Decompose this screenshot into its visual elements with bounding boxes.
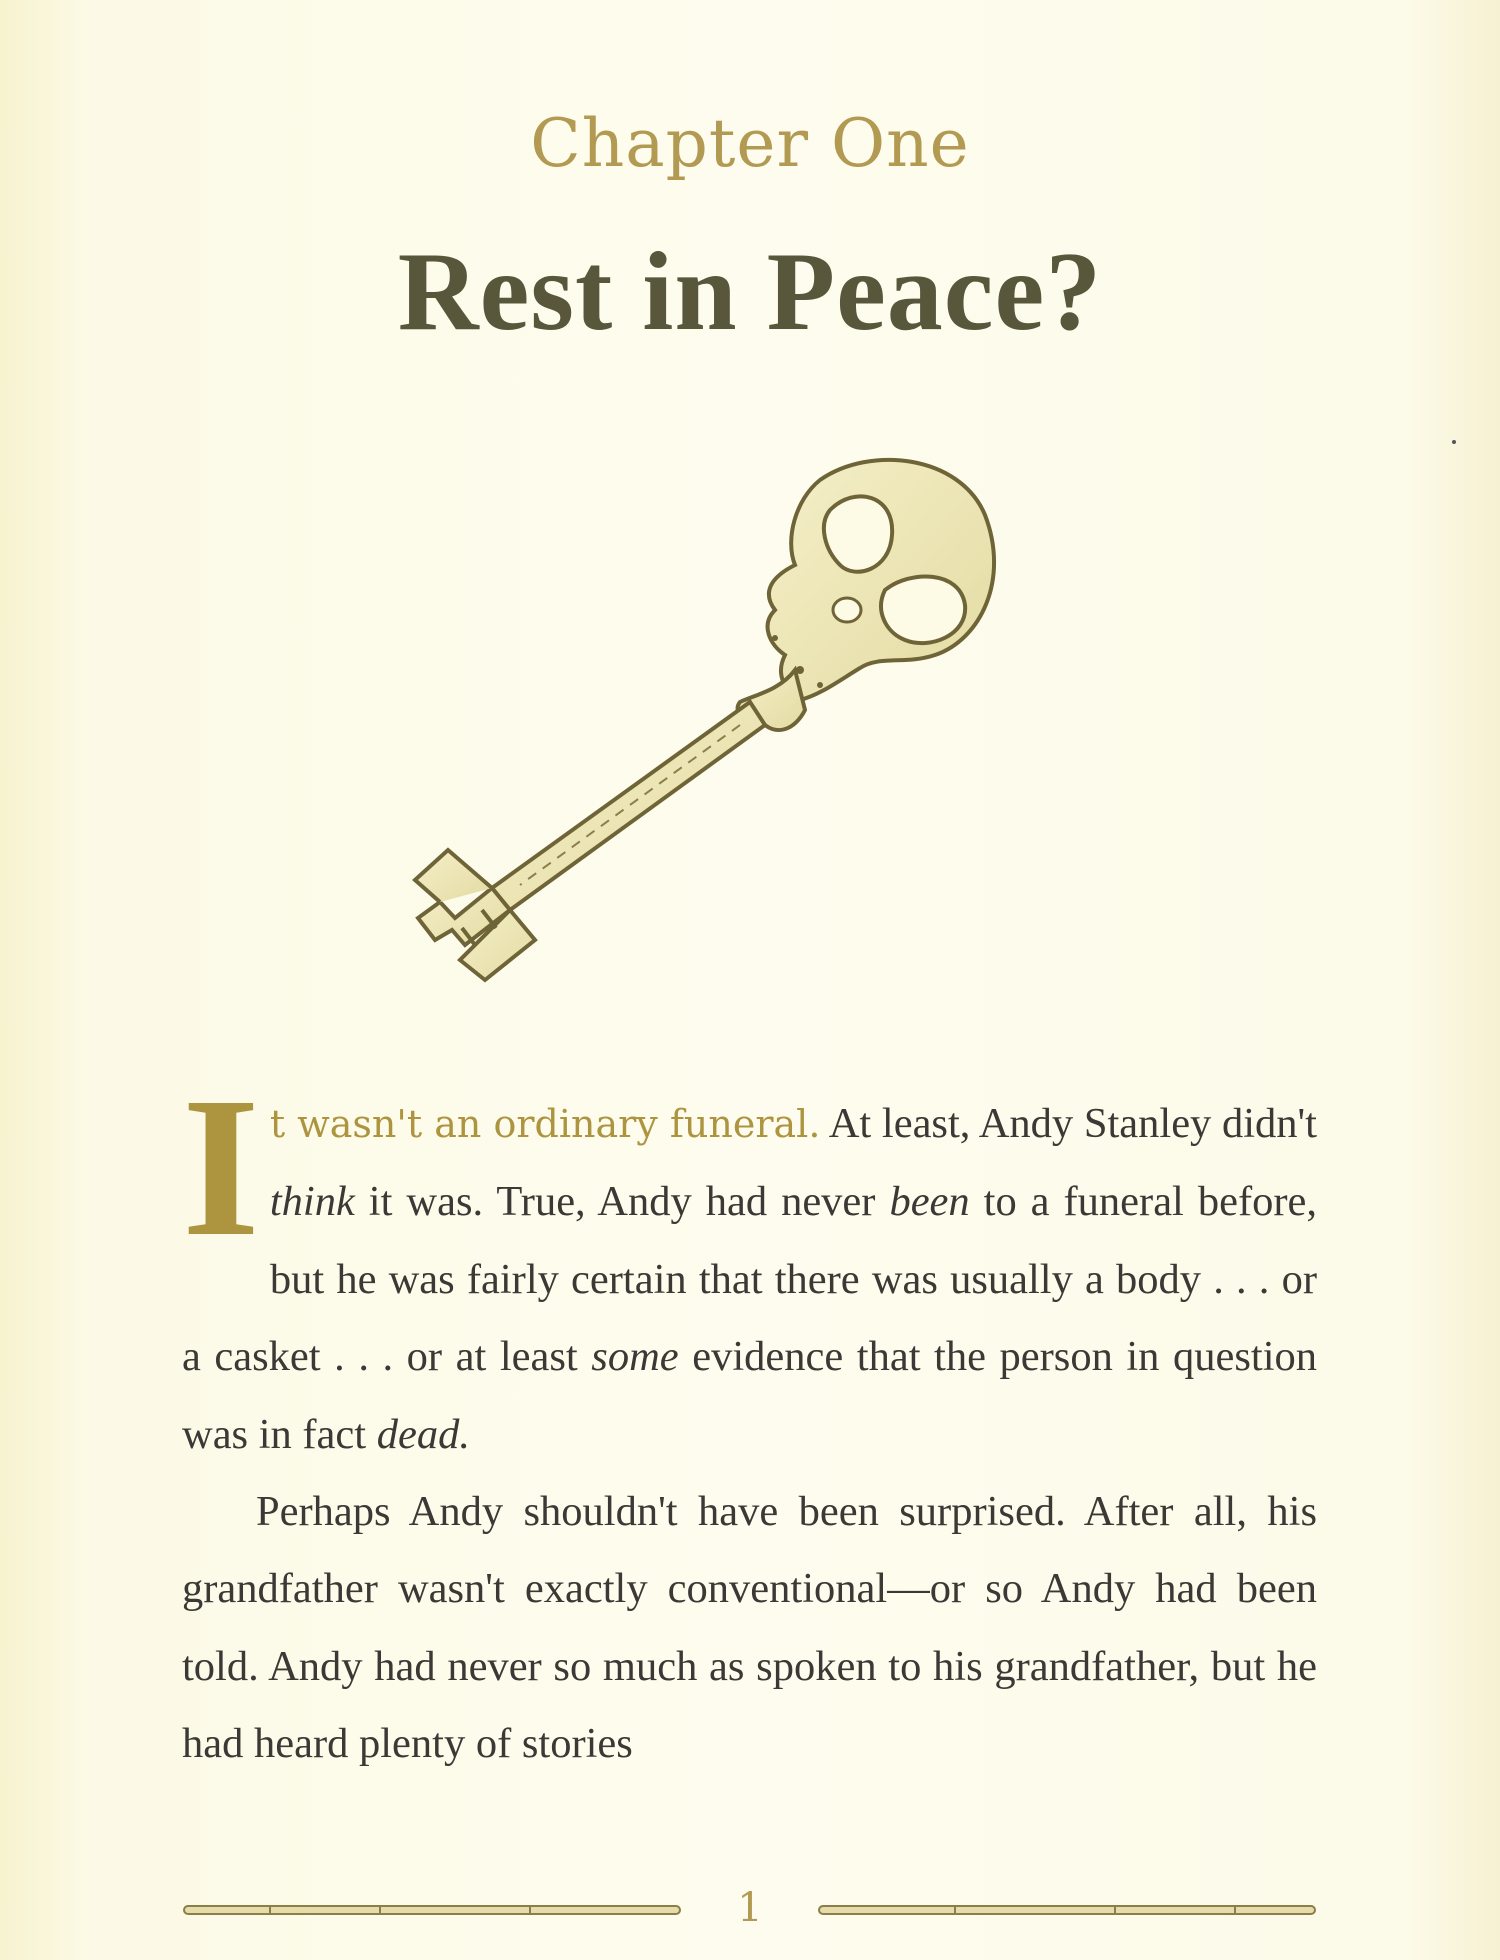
emphasis-dead: dead. (376, 1410, 470, 1458)
lead-in-text: t wasn't an ordinary funeral. (269, 1102, 821, 1146)
chapter-title: Rest in Peace? (397, 230, 1103, 354)
paragraph-1-text-a: At least, Andy Stanley didn't (820, 1100, 1317, 1147)
emphasis-been: been (889, 1178, 970, 1226)
paragraph-1-text-c: to a funeral before, but he was fairly certain that there was usually a body . . . or a casket . . . or at least (182, 1178, 1317, 1381)
skeleton-key-icon (400, 440, 1020, 1000)
paragraph-1-text-b: it was. True, Andy had never (354, 1178, 890, 1226)
page-number: 1 (737, 1885, 763, 1931)
scan-speck (1452, 440, 1456, 444)
footer-rule-left (180, 1903, 684, 1917)
paragraph-2: Perhaps Andy shouldn't have been surprised. After all, his grandfather wasn't exactly conventional—or so Andy had been told. Andy had never so much as spoken to his grandfather, but he had heard plenty of stories (182, 1488, 1317, 1768)
emphasis-think: think (269, 1178, 355, 1226)
body-text (182, 1057, 1318, 1783)
paragraph-1-text-d: evidence that the person in question was in fact (182, 1333, 1318, 1458)
footer-rule-right (815, 1903, 1319, 1917)
drop-cap: I (182, 1057, 260, 1278)
chapter-label: Chapter One (530, 105, 970, 182)
emphasis-some: some (591, 1333, 679, 1381)
paragraph-1 (182, 1057, 1318, 1473)
